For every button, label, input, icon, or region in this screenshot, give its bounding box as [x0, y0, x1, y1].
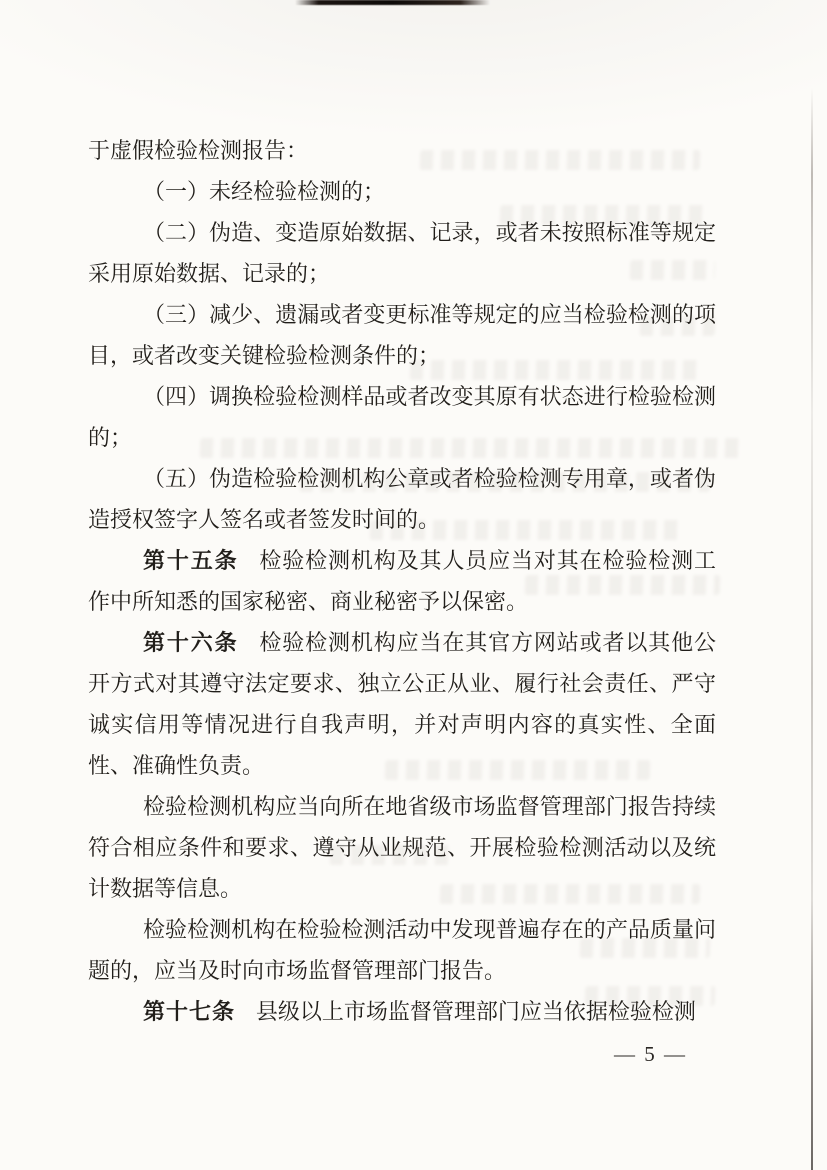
article-number: 第十五条 — [143, 548, 239, 573]
paragraph — [88, 540, 716, 622]
paragraph-text: 检验检测机构在检验检测活动中发现普遍存在的产品质量问题的，应当及时向市场监督管理部门报告。 — [88, 917, 716, 983]
paragraph — [88, 458, 716, 540]
paragraph-text: （一）未经检验检测的； — [143, 179, 386, 204]
page-number: — 5 — — [614, 1042, 687, 1066]
paragraph-text: （五）伪造检验检测机构公章或者检验检测专用章，或者伪造授权签字人签名或者签发时间的。 — [88, 466, 716, 532]
paragraph-text: 检验检测机构应当向所在地省级市场监督管理部门报告持续符合相应条件和要求、遵守从业规范、开展检验检测活动以及统计数据等信息。 — [88, 794, 716, 901]
paragraph — [88, 171, 716, 212]
scan-artifact-page-edge-line — [811, 88, 813, 1170]
scan-artifact-top-strip — [295, 0, 490, 5]
paragraph-text: 检验检测机构及其人员应当对其在检验检测工作中所知悉的国家秘密、商业秘密予以保密。 — [88, 548, 716, 614]
paragraph-text: （二）伪造、变造原始数据、记录，或者未按照标准等规定采用原始数据、记录的； — [88, 220, 716, 286]
paragraph-text: （四）调换检验检测样品或者改变其原有状态进行检验检测的； — [88, 384, 716, 450]
paragraph — [88, 376, 716, 458]
paragraph-text: 县级以上市场监督管理部门应当依据检验检测 — [255, 999, 696, 1024]
paragraph — [88, 130, 716, 171]
paragraph — [88, 622, 716, 786]
document-body — [88, 130, 716, 1032]
paragraph-text: 于虚假检验检测报告： — [88, 138, 309, 163]
paragraph — [88, 294, 716, 376]
article-number: 第十七条 — [143, 999, 236, 1024]
article-number: 第十六条 — [143, 630, 239, 655]
paragraph — [88, 909, 716, 991]
paragraph-text: （三）减少、遗漏或者变更标准等规定的应当检验检测的项目，或者改变关键检验检测条件的； — [88, 302, 716, 368]
paragraph — [88, 991, 716, 1032]
paragraph-text: 检验检测机构应当在其官方网站或者以其他公开方式对其遵守法定要求、独立公正从业、履行社会责任、严守诚实信用等情况进行自我声明，并对声明内容的真实性、全面性、准确性负责。 — [88, 630, 716, 778]
paragraph — [88, 212, 716, 294]
paragraph — [88, 786, 716, 909]
